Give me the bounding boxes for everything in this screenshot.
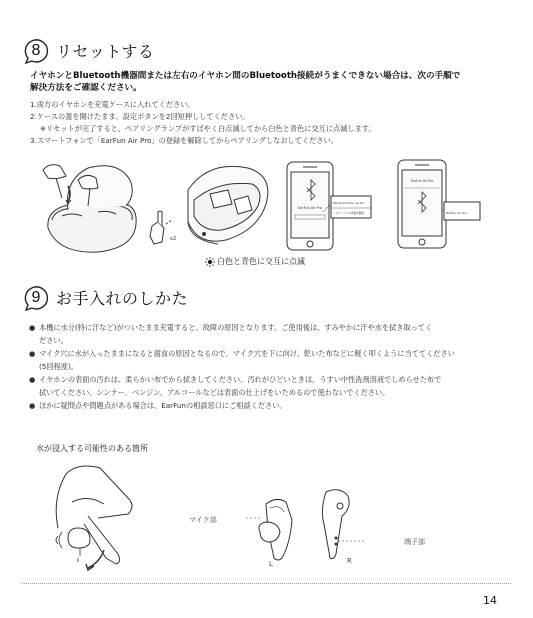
phone-unpair-illustration [283,160,373,252]
step-3: 3.スマートフォンで「EarFun Air Pro」の登録を解除してからペアリングしなおしてください。 [30,136,338,145]
number-badge-9 [22,283,50,311]
earbud-tap-illustration [48,458,148,578]
care-bullet-4: ● ほかに疑問点や問題点がある場合は、EarFunの相談窓口にご相談ください。 [29,401,287,410]
page-number: 14 [483,594,497,607]
section-9-heading [22,283,188,311]
terminal-label: 端子部 [404,538,425,546]
svg-text:EarFun Air Pro: EarFun Air Pro [410,179,434,183]
svg-text:EarFun Air Pro: EarFun Air Pro [298,206,322,210]
svg-text:9: 9 [31,289,41,306]
step-2: 2.ケースの蓋を開けたまま、設定ボタンを2回短押ししてください。 [30,112,250,121]
mic-label: マイク部 [189,516,217,524]
svg-text:EarFun Air Pro: EarFun Air Pro [446,211,468,215]
blink-caption [205,256,305,267]
section-8-heading [22,36,154,64]
svg-text:このデバイスの登録を解除: このデバイスの登録を解除 [333,212,364,215]
svg-text:Bluetooth Earfun Air Pro: Bluetooth Earfun Air Pro [333,202,365,205]
intro-line-2: 解決方法をご確認ください。 [30,83,142,93]
section-9-title: お手入れのしかた [56,288,189,308]
intro-line-1: イヤホンとBluetooth機器間または左右のイヤホン間のBluetooth接続がうまくできない場合は、次の手順で [30,71,461,81]
care-bullet-1: ● 本機に水分(特に汗など)がついたまま充電すると、故障の原因となります。ご使用後は、すみやかに汗や水を拭き取ってく ださい。 [29,323,433,345]
phone-pair-illustration [392,158,482,250]
right-label: R [347,557,352,565]
case-insert-illustration [38,150,143,260]
care-bullet-2: ● マイク穴に水が入ったままになると腐食の原因となるので、マイク穴を下に向け、乾いた布などに軽く叩くように当ててください (5回程度)。 [29,349,455,371]
section-8-title: リセットする [56,41,155,61]
sun-blink-icon [205,257,215,267]
step-2-note: ※リセットが完了すると、ペアリングランプがすばやく白点滅してから白色と青色に交互に点滅します。 [40,124,376,133]
left-label: L [269,560,273,568]
blink-caption-text: 白色と青色に交互に点滅 [217,257,305,266]
water-entry-title: 水が浸入する可能性のある箇所 [36,444,148,453]
svg-text:x2: x2 [170,236,177,242]
case-button-illustration [148,160,278,255]
step-1: 1.両方のイヤホンを充電ケースに入れてください。 [30,100,195,109]
svg-text:8: 8 [31,42,41,59]
care-bullet-3: ● イヤホンの表面の汚れは、柔らかい布でから拭きしてください。汚れがひどいときは、うすい中性洗剤溶液でしめらせた布で 拭いてください。シンナー、ベンジン、アルコールなどは表面の仕上げをいためるので使わないでください。 [29,375,442,397]
footer-divider [22,583,511,584]
number-badge-8 [22,36,50,64]
